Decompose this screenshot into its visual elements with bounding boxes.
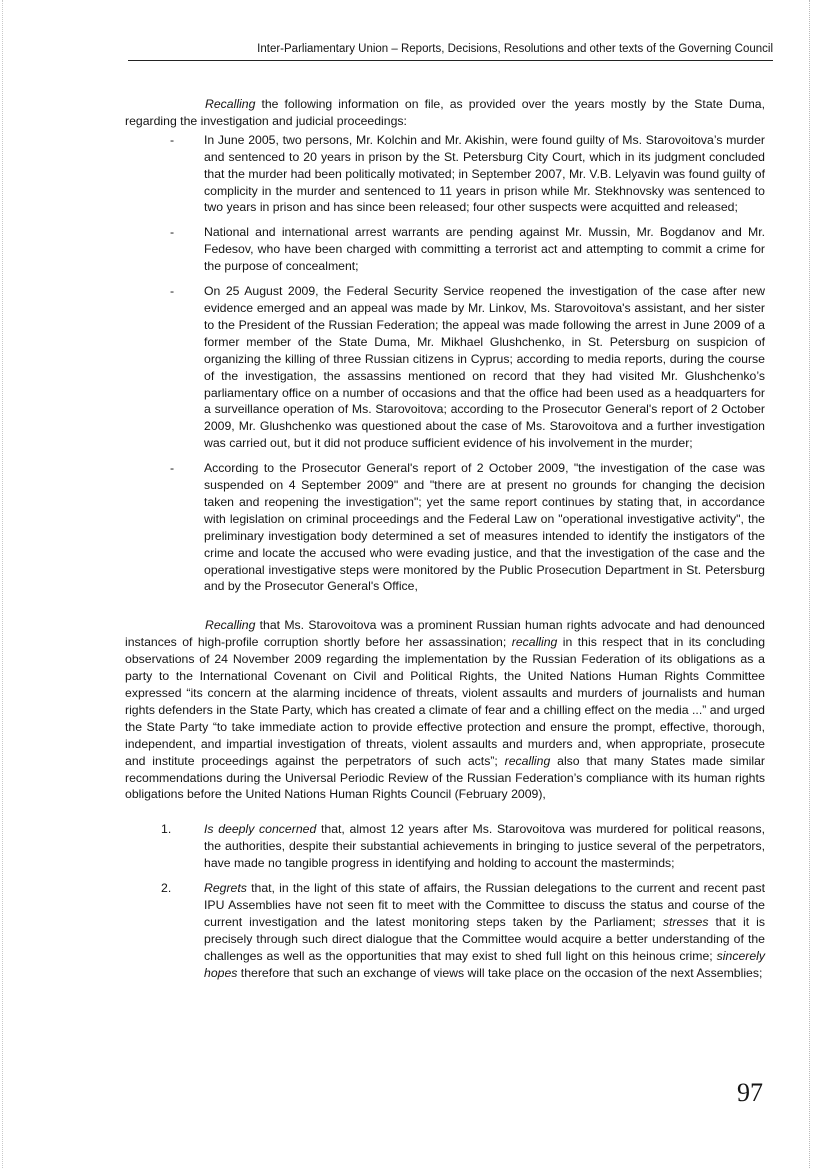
bullet-dash: - bbox=[170, 132, 175, 147]
intro-lead: Recalling bbox=[205, 97, 256, 111]
operative-lead: Regrets bbox=[204, 881, 247, 896]
operative-number: 2. bbox=[161, 881, 172, 896]
operative-item-2 bbox=[125, 880, 765, 981]
recalling-lead: Recalling bbox=[205, 618, 256, 633]
bullet-text: In June 2005, two persons, Mr. Kolchin and Mr. Akishin, were found guilty of Ms. Starovoitova’s murder and sentenced to 20 years in prison by the St. Petersburg City Court, which in its judgment concluded that the murder had been politically motivated; in September 2007, Mr. V.B. Lelyavin was found guilty of complicity in the murder and sentenced to 11 years in prison while Mr. Stekhnovsky was sentenced to two years in prison and has since been released; four other suspects were acquitted and released; bbox=[204, 132, 765, 215]
bullet-dash: - bbox=[170, 461, 175, 476]
operative-text: that, in the light of this state of affairs, the Russian delegations to the current and recent past IPU Assemblies have not seen fit to meet with the Committee to discuss the status and course of the current investigation and the latest monitoring steps taken by the Parliament; bbox=[204, 881, 765, 929]
recalling-text-2: in this respect that in its concluding observations of 24 November 2009 regarding the implementation by the Russian Federation of its obligations as a party to the International Covenant on Civil and Political Rights, the United Nations Human Rights Committee expressed “its concern at the alarming incidence of threats, violent assaults and murders of journalists and human rights defenders in the State Party, which has created a climate of fear and a chilling effect on the media ...” and urged the State Party “to take immediate action to provide effective protection and ensure the prompt, effective, thorough, independent, and impartial investigation of threats, violent assaults and murders and, when appropriate, prosecute and institute proceedings against the perpetrators of such acts”; bbox=[125, 635, 766, 768]
recalling-text-1: that Ms. Starovoitova was a prominent Russian human rights advocate and had denounced instances of high-profile corruption shortly before her assassination; bbox=[125, 618, 765, 650]
scan-edge-right bbox=[809, 0, 811, 1168]
intro-paragraph bbox=[125, 96, 765, 130]
bullet-text: On 25 August 2009, the Federal Security Service reopened the investigation of the case after new evidence emerged and an appeal was made by Mr. Linkov, Ms. Starovoitova's assistant, and her sister to the President of the Russian Federation; the appeal was made following the arrest in June 2009 of a former member of the State Duma, Mr. Mikhael Glushchenko, in St. Petersburg on suspicion of organizing the killing of three Russian citizens in Cyprus; according to media reports, during the course of the investigation, the assassins mentioned on record that they had visited Mr. Glushchenko’s parliamentary office on a number of occasions and that the office had been used as a headquarters for a surveillance operation of Ms. Starovoitova; according to the Prosecutor General's report of 2 October 2009, Mr. Glushchenko was questioned about the case of Ms. Starovoitova and a further investigation was carried out, but it did not produce sufficient evidence of his involvement in the murder; bbox=[204, 284, 765, 451]
recalling-emphasis-2: recalling bbox=[511, 635, 558, 650]
bullet-item bbox=[125, 224, 765, 275]
recalling-paragraph bbox=[125, 617, 765, 803]
bullet-item bbox=[125, 460, 765, 595]
running-header: Inter-Parliamentary Union – Reports, Decisions, Resolutions and other texts of the Governing Council bbox=[257, 43, 773, 55]
bullet-text: According to the Prosecutor General's report of 2 October 2009, "the investigation of the case was suspended on 4 September 2009" and "there are at present no grounds for changing the decision taken and reopening the investigation"; yet the same report continues by stating that, in accordance with legislation on criminal proceedings and the Federal Law on "operational investigative activity", the preliminary investigation body determined a set of measures intended to identify the instigators of the crime and locate the accused who were evading justice, and that the investigation of the case and the operational investigative steps were monitored by the Public Prosecution Department in St. Petersburg and by the Prosecutor General's Office, bbox=[204, 461, 765, 594]
bullet-dash: - bbox=[170, 225, 175, 240]
bullet-text: National and international arrest warrants are pending against Mr. Mussin, Mr. Bogdanov and Mr. Fedesov, who have been charged with committing a terrorist act and attempting to commit a crime for the purpose of concealment; bbox=[204, 225, 765, 274]
operative-item-1 bbox=[125, 821, 765, 872]
operative-text-3: therefore that such an exchange of views will take place on the occasion of the next Assemblies; bbox=[237, 965, 763, 980]
operative-text-2: that it is precisely through such direct dialogue that the Committee would acquire a better understanding of the challenges as well as the opportunities that may exist to shed full light on this heinous crime; bbox=[204, 914, 765, 963]
recalling-text-3: also that many States made similar recommendations during the Universal Periodic Review of the Russian Federation’s compliance with its human rights obligations before the United Nations Human Rights Council (February 2009), bbox=[125, 753, 765, 802]
document-body bbox=[125, 96, 765, 990]
operative-text: that, almost 12 years after Ms. Starovoitova was murdered for political reasons, the authorities, despite their substantial achievements in bringing to justice several of the perpetrators, have made no tangible progress in identifying and holding to account the masterminds; bbox=[204, 822, 765, 871]
operative-lead: Is deeply concerned bbox=[204, 822, 317, 837]
operative-number: 1. bbox=[161, 822, 172, 837]
operative-list bbox=[125, 821, 765, 981]
header-rule bbox=[128, 60, 773, 61]
scan-edge-left bbox=[2, 0, 4, 1168]
intro-text: the following information on file, as provided over the years mostly by the State Duma, regarding the investigation and judicial proceedings: bbox=[125, 97, 765, 128]
operative-emphasis-2: stresses bbox=[662, 914, 709, 929]
bullet-dash: - bbox=[170, 284, 175, 299]
recalling-emphasis-3: recalling bbox=[504, 753, 551, 768]
bullet-item bbox=[125, 132, 765, 217]
operative-emphasis-3: sincerely hopes bbox=[204, 948, 765, 980]
bullet-list bbox=[125, 132, 765, 596]
bullet-item bbox=[125, 283, 765, 452]
page-number: 97 bbox=[737, 1078, 763, 1107]
